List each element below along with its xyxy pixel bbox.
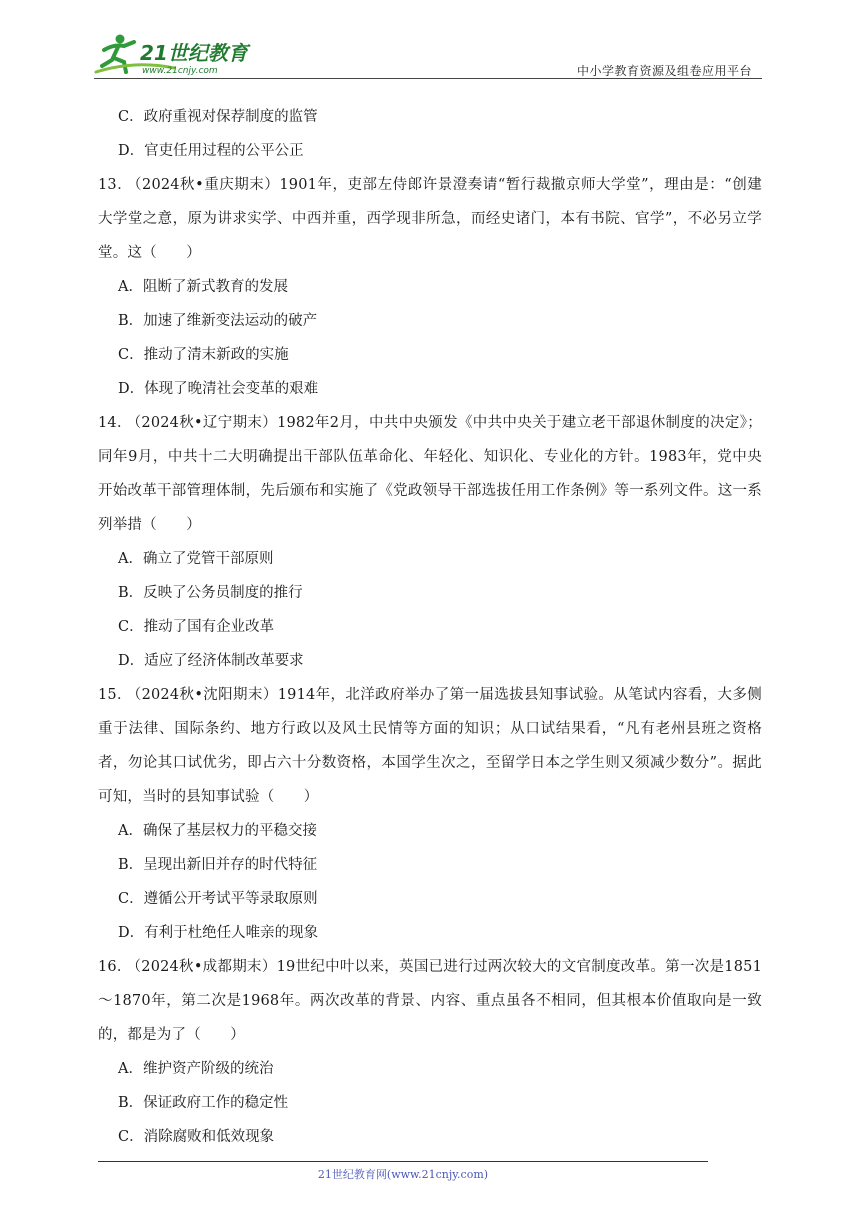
question-text: （2024秋•沈阳期末）1914年，北洋政府举办了第一届选拔县知事试验。从笔试内容看，大多侧重于法律、国际条约、地方行政以及风土民情等方面的知识；从口试结果看，“凡有老州县班之资格者，勿论其口试优劣，即占六十分数资格，本国学生次之，至留学日本之学生则又须减少数分”。据此可知，当时的县知事试验（ ） — [98, 687, 762, 805]
question-stem — [98, 406, 762, 542]
option-d: D．官吏任用过程的公平公正 — [118, 143, 304, 159]
21cnjy-logo-icon — [94, 30, 264, 78]
option-a: A．确保了基层权力的平稳交接 — [118, 823, 317, 839]
footer-divider — [98, 1161, 708, 1162]
question-number: 14． — [98, 415, 132, 431]
option-c: C．政府重视对保荐制度的监管 — [118, 109, 318, 125]
option-b: B．反映了公务员制度的推行 — [118, 585, 303, 601]
option-c: C．推动了清末新政的实施 — [118, 347, 289, 363]
question-stem — [98, 168, 762, 270]
option-d: D．适应了经济体制改革要求 — [118, 653, 304, 669]
question-stem — [98, 678, 762, 814]
option-a: A．阻断了新式教育的发展 — [118, 279, 288, 295]
option-a: A．维护资产阶级的统治 — [118, 1061, 274, 1077]
question-number: 16． — [98, 959, 132, 975]
option-d: D．有利于杜绝任人唯亲的现象 — [118, 925, 319, 941]
question-14 — [98, 406, 762, 678]
question-number: 15． — [98, 687, 132, 703]
question-13 — [98, 168, 762, 406]
platform-title: 中小学教育资源及组卷应用平台 — [576, 64, 752, 78]
option-c: C．遵循公开考试平等录取原则 — [118, 891, 318, 907]
logo-url: www.21cnjy.com — [142, 66, 218, 76]
option-c: C．推动了国有企业改革 — [118, 619, 275, 635]
option-b: B．加速了维新变法运动的破产 — [118, 313, 318, 329]
option-a: A．确立了党管干部原则 — [118, 551, 274, 567]
question-16 — [98, 950, 762, 1154]
option-c: C．消除腐败和低效现象 — [118, 1129, 275, 1145]
footer-text: 21世纪教育网(www.21cnjy.com) — [317, 1168, 489, 1181]
logo-title: 21世纪教育 — [140, 41, 248, 65]
question-15 — [98, 678, 762, 950]
option-b: B．保证政府工作的稳定性 — [118, 1095, 289, 1111]
question-number: 13． — [98, 177, 133, 193]
header-divider — [94, 78, 762, 79]
question-text: （2024秋•成都期末）19世纪中叶以来，英国已进行过两次较大的文官制度改革。第一次是1851～1870年，第二次是1968年。两次改革的背景、内容、重点虽各不相同，但其根本价值取向是一致的，都是为了（ ） — [98, 959, 763, 1043]
option-b: B．呈现出新旧并存的时代特征 — [118, 857, 318, 873]
page-header — [94, 30, 762, 80]
question-stem — [98, 950, 762, 1052]
question-text: （2024秋•重庆期末）1901年，吏部左侍郎许景澄奏请“暂行裁撤京师大学堂”，理由是：“创建大学堂之意，原为讲求实学、中西并重，西学现非所急，而经史诸门，本有书院、官学”，不必另立学堂。这（ ） — [98, 177, 762, 261]
option-d: D．体现了晚清社会变革的艰难 — [118, 381, 319, 397]
question-text: （2024秋•辽宁期末）1982年2月，中共中央颁发《中共中央关于建立老干部退休制度的决定》；同年9月，中共十二大明确提出干部队伍革命化、年轻化、知识化、专业化的方针。1983年，党中央开始改革干部管理体制，先后颁布和实施了《党政领导干部选拔任用工作条例》等一系列文件。这一系列举措（ ） — [98, 415, 762, 533]
question-content — [98, 100, 762, 1154]
